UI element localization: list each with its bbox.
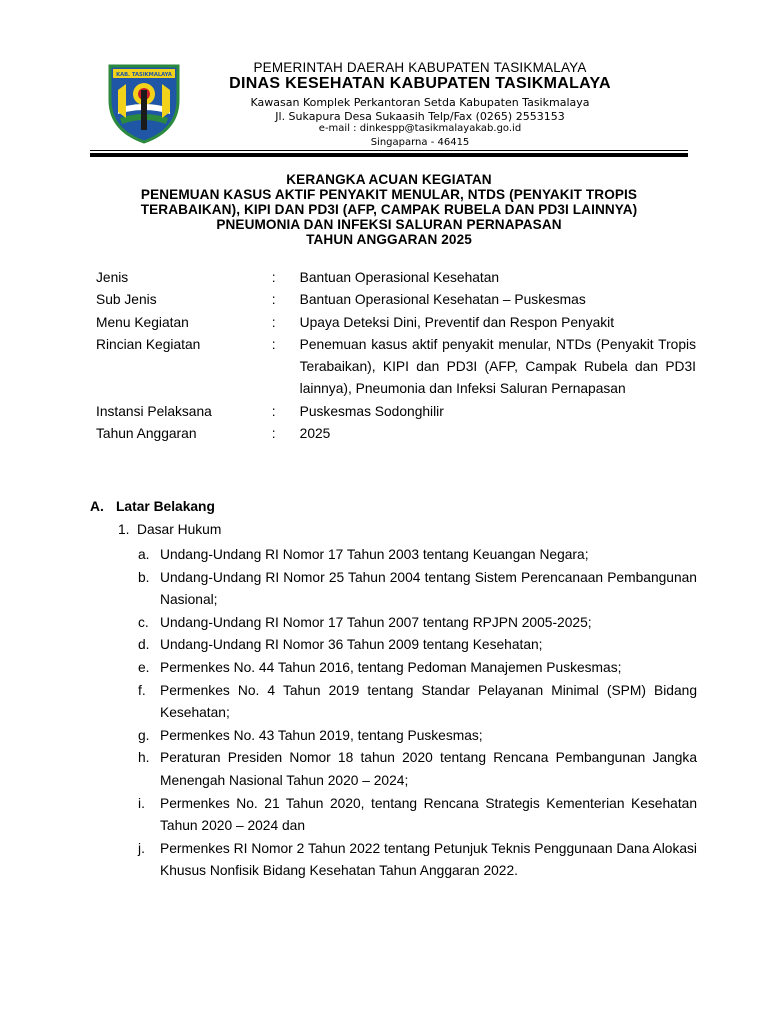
- document-title-line-2: PENEMUAN KASUS AKTIF PENYAKIT MENULAR, NTDS (PENYAKIT TROPIS: [140, 187, 638, 202]
- document-title-line-5: TAHUN ANGGARAN 2025: [306, 232, 472, 247]
- list-marker: d.: [138, 637, 150, 653]
- info-colon: :: [271, 270, 276, 285]
- list-item-text: Undang-Undang RI Nomor 17 Tahun 2007 tentang RPJPN 2005-2025;: [160, 614, 592, 630]
- list-marker: i.: [138, 795, 145, 811]
- list-item: [138, 544, 697, 567]
- list-item-text: Permenkes No. 43 Tahun 2019, tentang Puskesmas;: [160, 727, 483, 743]
- info-value: Bantuan Operasional Kesehatan: [299, 270, 500, 285]
- letterhead-address-line-2: Jl. Sukapura Desa Sukaasih Telp/Fax (0265) 2553153: [275, 110, 565, 123]
- section-number: A.: [90, 499, 104, 514]
- subsection-number: 1.: [118, 522, 130, 537]
- info-label: Sub Jenis: [96, 292, 157, 308]
- list-marker: c.: [138, 614, 149, 630]
- subsection-heading: [118, 522, 221, 537]
- list-item: [138, 793, 697, 838]
- info-row: [96, 289, 696, 311]
- list-item: [138, 725, 697, 748]
- letterhead-divider-thick: [90, 153, 688, 157]
- info-value: Penemuan kasus aktif penyakit menular, NTDs (Penyakit Tropis Terabaikan), KIPI dan PD3I (AFP, Campak Rubela dan PD3I lainnya), Pneumonia dan Infeksi Saluran Pernapasan: [299, 336, 696, 397]
- activity-info-table: [96, 267, 696, 445]
- letterhead-address-line-1: Kawasan Komplek Perkantoran Setda Kabupaten Tasikmalaya: [250, 96, 590, 109]
- info-row: [96, 334, 696, 401]
- logo-text: KAB. TASIKMALAYA: [116, 72, 172, 78]
- letterhead-agency-name: DINAS KESEHATAN KABUPATEN TASIKMALAYA: [229, 75, 611, 92]
- list-marker: a.: [138, 547, 150, 562]
- list-marker: e.: [138, 659, 150, 675]
- info-value: Puskesmas Sodonghilir: [299, 403, 444, 419]
- list-item: [138, 838, 697, 883]
- info-label: Jenis: [96, 270, 129, 285]
- list-marker: g.: [138, 727, 150, 743]
- list-item-text: Permenkes No. 44 Tahun 2016, tentang Pedoman Manajemen Puskesmas;: [160, 659, 622, 675]
- legal-basis-list: [138, 544, 697, 883]
- document-title-line-3: TERABAIKAN), KIPI DAN PD3I (AFP, CAMPAK RUBELA DAN PD3I LAINNYA): [140, 202, 638, 217]
- info-colon: :: [271, 336, 276, 352]
- info-value: Upaya Deteksi Dini, Preventif dan Respon Penyakit: [299, 314, 615, 330]
- section-title: Latar Belakang: [116, 499, 215, 514]
- letterhead-government-line: PEMERINTAH DAERAH KABUPATEN TASIKMALAYA: [253, 60, 587, 75]
- info-row: [96, 423, 696, 445]
- info-label: Rincian Kegiatan: [96, 336, 201, 352]
- list-item-text: Undang-Undang RI Nomor 25 Tahun 2004 tentang Sistem Perencanaan Pembangunan Nasional;: [160, 569, 697, 608]
- list-item: [138, 612, 697, 635]
- list-item: [138, 634, 697, 657]
- info-colon: :: [271, 314, 276, 330]
- list-marker: f.: [138, 682, 146, 698]
- info-colon: :: [271, 403, 276, 419]
- list-marker: b.: [138, 569, 150, 585]
- list-item: [138, 680, 697, 725]
- list-marker: h.: [138, 750, 150, 766]
- list-item-text: Undang-Undang RI Nomor 17 Tahun 2003 tentang Keuangan Negara;: [160, 547, 589, 562]
- info-row: [96, 312, 696, 334]
- letterhead-email: e-mail : dinkespp@tasikmalayakab.go.id: [318, 123, 522, 134]
- list-marker: j.: [138, 840, 145, 856]
- list-item-text: Undang-Undang RI Nomor 36 Tahun 2009 tentang Kesehatan;: [160, 637, 543, 653]
- list-item: [138, 747, 697, 792]
- section-heading: [90, 499, 215, 514]
- info-row: [96, 267, 696, 289]
- list-item-text: Peraturan Presiden Nomor 18 tahun 2020 tentang Rencana Pembangunan Jangka Menengah Nasional Tahun 2020 – 2024;: [160, 750, 697, 788]
- letterhead-city-postcode: Singaparna - 46415: [370, 137, 470, 148]
- list-item: [138, 657, 697, 680]
- document-title-line-1: KERANGKA ACUAN KEGIATAN: [286, 172, 492, 187]
- subsection-title: Dasar Hukum: [137, 522, 222, 537]
- info-label: Menu Kegiatan: [96, 314, 189, 330]
- info-value: Bantuan Operasional Kesehatan – Puskesmas: [299, 292, 586, 308]
- list-item: [138, 567, 697, 612]
- list-item-text: Permenkes RI Nomor 2 Tahun 2022 tentang Petunjuk Teknis Penggunaan Dana Alokasi Khusus Nonfisik Bidang Kesehatan Tahun Anggaran 2022.: [160, 840, 697, 879]
- list-item-text: Permenkes No. 4 Tahun 2019 tentang Standar Pelayanan Minimal (SPM) Bidang Kesehatan;: [160, 682, 697, 721]
- info-colon: :: [271, 292, 276, 308]
- letterhead-divider-thin: [90, 150, 688, 151]
- document-title-line-4: PNEUMONIA DAN INFEKSI SALURAN PERNAPASAN: [216, 217, 562, 232]
- info-value: 2025: [299, 426, 331, 442]
- info-colon: :: [271, 426, 276, 442]
- info-label: Tahun Anggaran: [96, 426, 197, 442]
- info-label: Instansi Pelaksana: [96, 403, 212, 419]
- info-row: [96, 401, 696, 423]
- list-item-text: Permenkes No. 21 Tahun 2020, tentang Rencana Strategis Kementerian Kesehatan Tahun 2020 – 2024 dan: [160, 795, 697, 834]
- regency-emblem-logo: [104, 60, 184, 144]
